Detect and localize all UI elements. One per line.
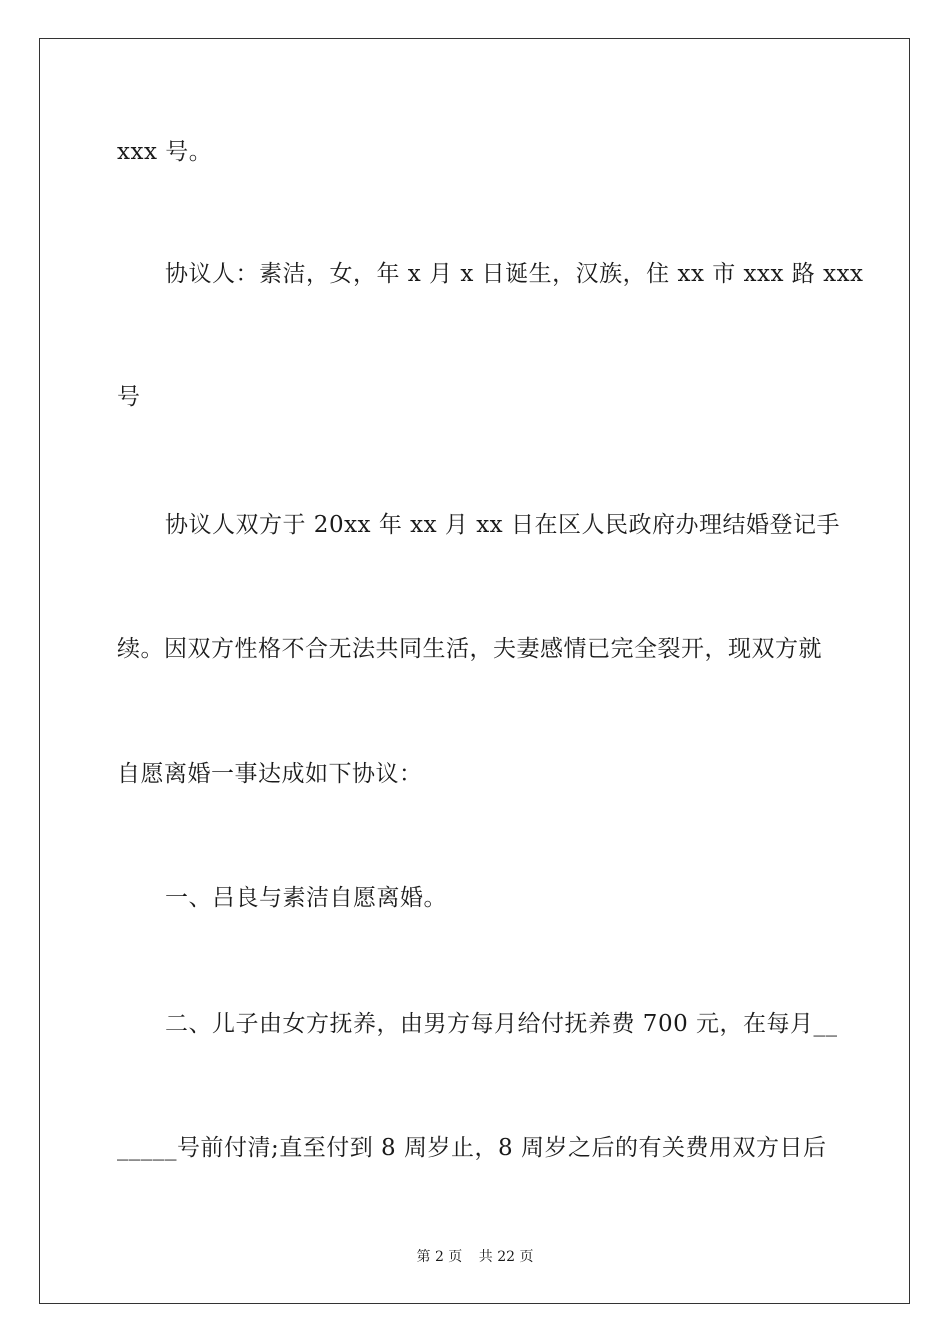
text-line-3: 号: [117, 384, 141, 410]
text-line-8: 二、儿子由女方抚养，由男方每月给付抚养费 700 元，在每月__: [165, 1011, 838, 1037]
text-line-2: 协议人：素洁，女，年 x 月 x 日诞生，汉族，住 xx 市 xxx 路 xxx: [165, 261, 864, 287]
text-line-7: 一、吕良与素洁自愿离婚。: [165, 885, 447, 911]
text-line-5: 续。因双方性格不合无法共同生活，夫妻感情已完全裂开，现双方就: [117, 636, 822, 662]
text-line-4: 协议人双方于 20xx 年 xx 月 xx 日在区人民政府办理结婚登记手: [165, 512, 840, 538]
page-number: 第 2 页: [416, 1249, 463, 1265]
total-pages: 共 22 页: [478, 1249, 534, 1265]
text-line-9: _____号前付清;直至付到 8 周岁止，8 周岁之后的有关费用双方日后: [117, 1135, 827, 1161]
page-frame: [39, 38, 910, 1304]
page-footer: [0, 1247, 950, 1267]
text-line-6: 自愿离婚一事达成如下协议：: [117, 761, 423, 787]
text-line-1: xxx 号。: [117, 139, 213, 165]
